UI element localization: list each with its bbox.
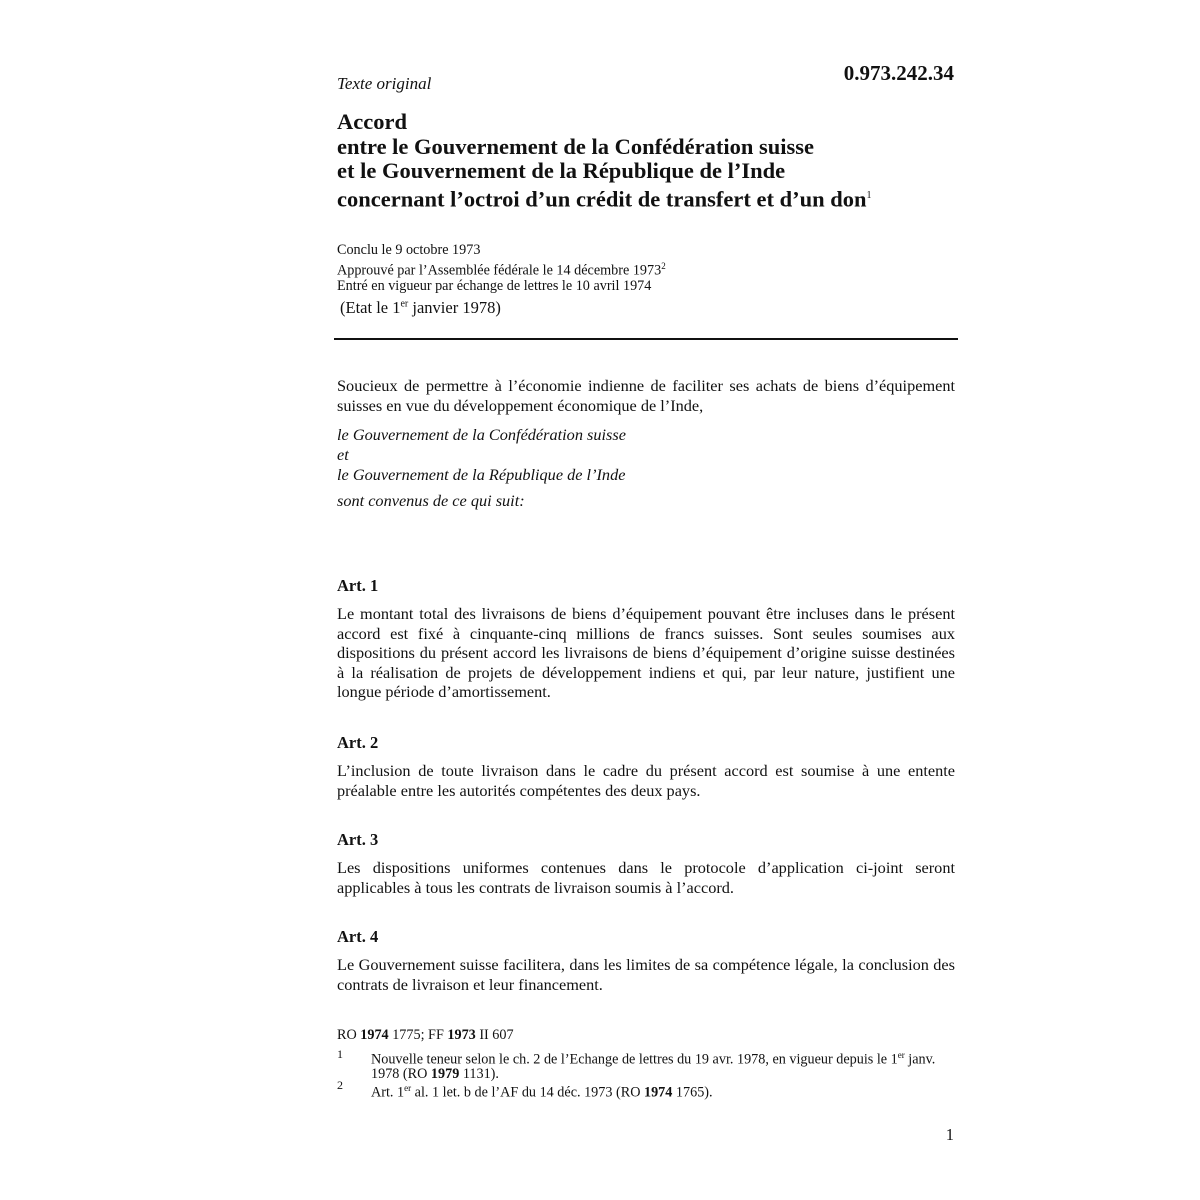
preamble-text: Soucieux de permettre à l’économie indienne de faciliter ses achats de biens d’équipement suisses en vue du développement économique de l’Inde, xyxy=(337,376,955,415)
article-4-text: Le Gouvernement suisse facilitera, dans les limites de sa compétence légale, la conclusion des contrats de livraison et leur financement. xyxy=(337,955,955,994)
fn1-text-c: 1131). xyxy=(459,1066,499,1083)
fn2-text-b: al. 1 let. b de l’AF du 14 déc. 1973 (RO xyxy=(411,1084,644,1101)
article-3-text: Les dispositions uniformes contenues dans le protocole d’application ci-joint seront applicables à tous les contrats de livraison soumis à l’accord. xyxy=(337,858,955,897)
title-line: entre le Gouvernement de la Confédération suisse xyxy=(337,133,815,159)
fn1-sup: er xyxy=(897,1050,905,1060)
article-1-text: Le montant total des livraisons de biens d’équipement pouvant être incluses dans le présent accord est fixé à cinquante-cinq millions de francs suisses. Sont seules soumises aux dispositions du présent accord les livraisons de biens d’équipement d’origine suisse destinées à la réalisation de projets de développement indiens et qui, par leur nature, justifient une longue période d’amortissement. xyxy=(337,604,955,701)
article-1-heading: Art. 1 xyxy=(337,576,379,595)
approval-date xyxy=(337,259,666,280)
document-title xyxy=(337,110,872,212)
party-conjunction: et xyxy=(337,445,349,464)
fn1-text-b: janv. 1978 (RO xyxy=(371,1051,936,1083)
fn2-sup: er xyxy=(404,1083,412,1093)
party-swiss: le Gouvernement de la Confédération suisse xyxy=(337,425,626,444)
title-line xyxy=(337,184,872,212)
title-line-text: concernant l’octroi d’un crédit de transfert et d’un don xyxy=(337,186,867,211)
footnote-2-number: 2 xyxy=(337,1078,343,1092)
original-text-label: Texte original xyxy=(337,74,432,93)
title-line: et le Gouvernement de la République de l’Inde xyxy=(337,158,786,183)
footnote-2-text xyxy=(371,1081,956,1100)
ff-year: 1973 xyxy=(447,1027,476,1043)
party-india: le Gouvernement de la République de l’Inde xyxy=(337,465,626,484)
ro-year: 1974 xyxy=(360,1027,389,1043)
fn2-text-c: 1765). xyxy=(672,1084,713,1101)
preamble-closing: sont convenus de ce qui suit: xyxy=(337,491,525,510)
fn1-year: 1979 xyxy=(430,1066,460,1083)
fn1-text-a: Nouvelle teneur selon le ch. 2 de l’Echange de lettres du 19 avr. 1978, en vigueur depuis le 1 xyxy=(371,1051,898,1068)
article-2-text: L’inclusion de toute livraison dans le cadre du présent accord est soumise à une entente préalable entre les autorités compétentes des deux pays. xyxy=(337,761,955,800)
in-force-date: Entré en vigueur par échange de lettres le 10 avril 1974 xyxy=(337,278,652,295)
title-line: Accord xyxy=(337,109,407,134)
footnote-ref-2[interactable]: 2 xyxy=(661,260,666,271)
article-3-heading: Art. 3 xyxy=(337,830,379,849)
footnote-1-text xyxy=(371,1048,956,1082)
state-date xyxy=(340,298,501,318)
article-2-heading: Art. 2 xyxy=(337,733,379,752)
ro-page: 1775; FF xyxy=(388,1027,448,1043)
fn2-text-a: Art. 1 xyxy=(371,1084,405,1101)
concluded-date: Conclu le 9 octobre 1973 xyxy=(337,242,481,258)
state-sup: er xyxy=(400,298,409,310)
fn2-year: 1974 xyxy=(643,1084,673,1101)
state-prefix: (Etat le 1 xyxy=(340,298,401,317)
footnote-1-number: 1 xyxy=(337,1047,343,1061)
article-4-heading: Art. 4 xyxy=(337,927,379,946)
systematic-number: 0.973.242.34 xyxy=(843,61,954,85)
ro-label: RO xyxy=(337,1027,361,1043)
footnote-source-ref xyxy=(337,1028,514,1044)
footnote-ref-1[interactable]: 1 xyxy=(866,189,872,201)
header-divider xyxy=(334,338,958,340)
ff-rest: II 607 xyxy=(475,1027,514,1043)
approval-text: Approuvé par l’Assemblée fédérale le 14 décembre 1973 xyxy=(337,262,662,279)
state-suffix: janvier 1978) xyxy=(408,298,501,317)
page-number: 1 xyxy=(945,1125,954,1144)
document-metadata xyxy=(337,243,666,295)
